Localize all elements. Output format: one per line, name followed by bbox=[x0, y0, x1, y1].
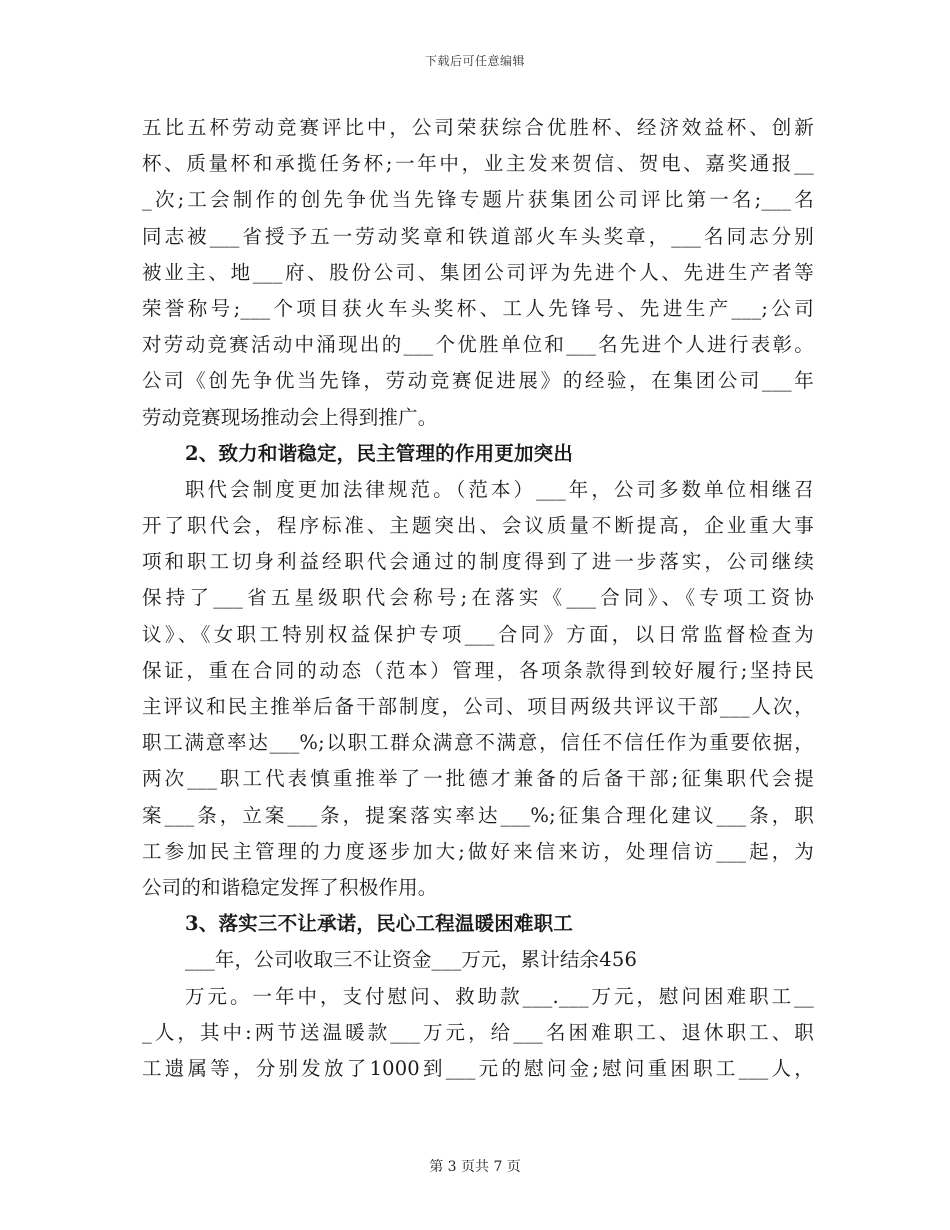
text-line: 公司的和谐稳定发挥了积极作用。 bbox=[142, 875, 438, 899]
text-line: 职工满意率达___%;以职工群众满意不满意，信任不信任作为重要依据， bbox=[142, 731, 814, 755]
text-line: 保持了___省五星级职代会称号;在落实《___合同》、《专项工资协 bbox=[142, 586, 814, 610]
section-heading: 2、致力和谐稳定，民主管理的作用更加突出 bbox=[185, 441, 574, 465]
text-line: 杯、质量杯和承揽任务杯;一年中，业主发来贺信、贺电、嘉奖通报__ bbox=[142, 152, 814, 176]
document-body bbox=[142, 110, 814, 1087]
paragraph-first-line: ___年，公司收取三不让资金___万元，累计结余456 bbox=[185, 948, 638, 972]
paragraph-first-line: 职代会制度更加法律规范。（范本）___年，公司多数单位相继召 bbox=[185, 477, 814, 501]
text-line: _人，其中:两节送温暖款___万元，给___名困难职工、退休职工、职 bbox=[142, 1020, 814, 1044]
page-header: 下载后可任意编辑 bbox=[424, 54, 525, 68]
text-line: 保证，重在合同的动态（范本）管理，各项条款得到较好履行;坚持民 bbox=[142, 658, 814, 682]
text-line: _次;工会制作的创先争优当先锋专题片获集团公司评比第一名;___名 bbox=[142, 188, 814, 212]
page-number: 第 3 页共 7 页 bbox=[429, 1159, 521, 1175]
text-line: 主评议和民主推举后备干部制度，公司、项目两级共评议干部___人次， bbox=[142, 695, 814, 718]
text-line: 同志被___省授予五一劳动奖章和铁道部火车头奖章，___名同志分别 bbox=[142, 224, 814, 248]
text-line: 工遗属等，分别发放了1000到___元的慰问金;慰问重困职工___人， bbox=[142, 1056, 814, 1080]
text-line: 五比五杯劳动竞赛评比中，公司荣获综合优胜杯、经济效益杯、创新 bbox=[142, 116, 814, 139]
text-line: 对劳动竞赛活动中涌现出的___个优胜单位和___名先进个人进行表彰。 bbox=[142, 333, 814, 357]
text-line: 案___条，立案___条，提案落实率达___%;征集合理化建议___条，职 bbox=[142, 803, 814, 827]
text-line: 公司《创先争优当先锋，劳动竞赛促进展》的经验，在集团公司___年 bbox=[142, 369, 814, 393]
text-line: 劳动竞赛现场推动会上得到推广。 bbox=[142, 405, 438, 429]
text-line: 议》、《女职工特别权益保护专项___合同》方面，以日常监督检查为 bbox=[142, 622, 814, 646]
text-line: 两次___职工代表慎重推举了一批德才兼备的后备干部;征集职代会提 bbox=[142, 767, 814, 791]
text-line: 工参加民主管理的力度逐步加大;做好来信来访，处理信访___起，为 bbox=[142, 839, 814, 863]
section-heading: 3、落实三不让承诺，民心工程温暖困难职工 bbox=[185, 912, 574, 936]
text-line: 开了职代会，程序标准、主题突出、会议质量不断提高，企业重大事 bbox=[142, 514, 814, 538]
text-line: 荣誉称号;___个项目获火车头奖杯、工人先锋号、先进生产___;公司 bbox=[142, 296, 814, 320]
text-line: 被业主、地___府、股份公司、集团公司评为先进个人、先进生产者等 bbox=[142, 260, 814, 284]
text-line: 项和职工切身利益经职代会通过的制度得到了进一步落实，公司继续 bbox=[142, 550, 814, 574]
text-line: 万元。一年中，支付慰问、救助款___.___万元，慰问困难职工__ bbox=[185, 984, 814, 1008]
